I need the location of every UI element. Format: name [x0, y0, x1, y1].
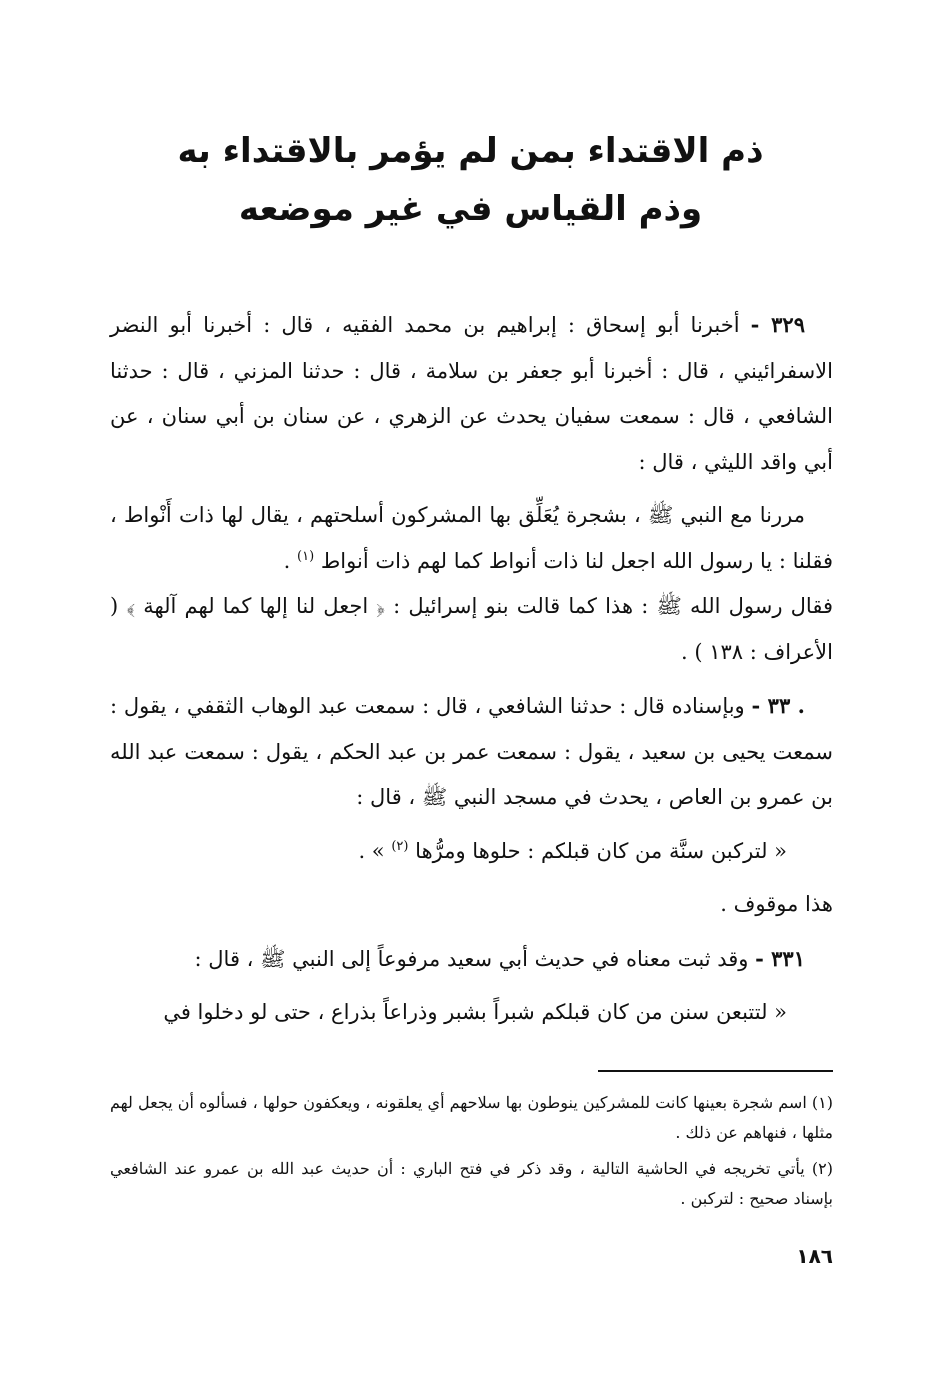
paragraph-331-text: وقد ثبت معناه في حديث أبي سعيد مرفوعاً إلى النبي ﷺ ، قال : — [194, 946, 749, 971]
footnote-separator — [598, 1070, 833, 1072]
paragraph-329-text: أخبرنا أبو إسحاق : إبراهيم بن محمد الفقيه ، قال : أخبرنا أبو النضر الاسفرائيني ، قال : أخبرنا أبو جعفر بن سلامة ، قال : حدثنا المزني ، قال : حدثنا الشافعي ، قال : سمعت سفيان يحدث عن الزهري ، عن سنان بن أبي سنان ، عن أبي واقد الليثي ، قال : — [110, 313, 833, 474]
paragraph-329-matn-text: مررنا مع النبي ﷺ ، بشجرة يُعَلِّق بها المشركون أسلحتهم ، يقال لها ذات أَنْواط ، فقلنا : يا رسول الله اجعل لنا ذات أنواط كما لهم ذات أنواط — [110, 503, 833, 573]
paragraph-331 — [110, 936, 833, 983]
paragraph-329-reply: فقال رسول الله ﷺ : هذا كما قالت بنو إسرائيل : ﴿ اجعل لنا إلها كما لهم آلهة ﴾ ( الأعراف : ١٣٨ ) . — [110, 594, 833, 664]
paragraph-330-quote — [110, 829, 833, 875]
footnote-ref-1: (١) — [297, 548, 315, 564]
paragraph-330-text: وبإسناده قال : حدثنا الشافعي ، قال : سمعت عبد الوهاب الثقفي ، يقول : سمعت يحيى بن سعيد ، يقول : سمعت عمر بن عبد الحكم ، يقول : سمعت عبد الله بن عمرو بن العاص ، يحدث في مسجد النبي ﷺ ، قال : — [110, 694, 833, 809]
chapter-title-line-1: ذم الاقتداء بمن لم يؤمر بالاقتداء به — [177, 131, 764, 171]
page-number: ١٨٦ — [796, 1244, 833, 1268]
paragraph-329 — [110, 302, 833, 485]
paragraph-330-quote-text: « لتركبن سنَّة من كان قبلكم : حلوها ومرُّها — [415, 838, 787, 863]
paragraph-330 — [110, 683, 833, 821]
footnotes — [110, 1088, 833, 1214]
paragraph-329-matn — [110, 493, 833, 675]
footnote-1: (١) اسم شجرة بعينها كانت للمشركين ينوطون بها سلاحهم أي يعلقونه ، ويعكفون حولها ، فسألوه أن يجعل لهم مثلها ، فنهاهم عن ذلك . — [110, 1093, 833, 1142]
paragraph-330-quote-end: » . — [358, 838, 385, 863]
paragraph-331-quote: « لتتبعن سنن من كان قبلكم شبراً بشبر وذراعاً بذراع ، حتى لو دخلوا في — [163, 1000, 787, 1024]
chapter-title-line-2: وذم القياس في غير موضعه — [238, 189, 703, 229]
hadith-number-331: ٣٣١ - — [755, 945, 805, 971]
hadith-number-329: ٣٢٩ - — [750, 312, 805, 337]
body-text — [110, 302, 833, 1036]
paragraph-329-matn-end: . — [283, 548, 291, 573]
chapter-title — [60, 122, 881, 238]
hadith-number-330: . ٣٣ - — [751, 693, 805, 718]
footnote-2: (٢) يأتي تخريجه في الحاشية التالية ، وقد ذكر في فتح الباري : أن حديث عبد الله بن عمرو عند الشافعي بإسناد صحيح : لتركبن . — [110, 1159, 833, 1208]
mawquf-note: هذا موقوف . — [720, 892, 833, 916]
footnote-ref-2: (٢) — [391, 838, 409, 854]
